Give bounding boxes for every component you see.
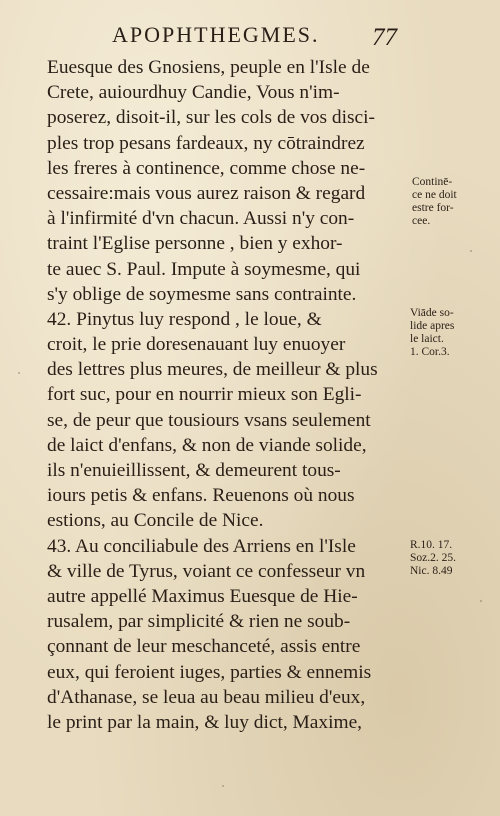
text-line: fort suc, pour en nourrir mieux son Egli-: [47, 384, 362, 406]
page-number: 77: [372, 24, 397, 51]
text-line: le print par la main, & luy dict, Maxime,: [47, 711, 363, 733]
paper-speck: [480, 600, 482, 602]
text-line: estions, au Concile de Nice.: [47, 510, 264, 532]
text-line: d'Athanase, se leua au beau milieu d'eux,: [47, 686, 366, 708]
text-line: te auec S. Paul. Impute à soymesme, qui: [47, 258, 361, 280]
running-head: APOPHTHEGMES.: [112, 22, 320, 47]
body-text: [47, 55, 407, 735]
margin-note-references: [410, 539, 456, 578]
text-line: traint l'Eglise personne , bien y exhor-: [47, 233, 343, 255]
text-line: iours petis & enfans. Reuenons où nous: [47, 485, 355, 507]
margin-note-line: ce ne doit: [412, 189, 457, 201]
margin-note-line: cee.: [412, 215, 431, 227]
text-line: ples trop pesans fardeaux, ny cōtraindrez: [47, 132, 365, 154]
text-line: & ville de Tyrus, voiant ce confesseur vn: [47, 560, 366, 582]
text-line: de laict d'enfans, & non de viande solide,: [47, 434, 367, 456]
text-line: cessaire:mais vous aurez raison & regard: [47, 182, 366, 204]
text-line: poserez, disoit-il, sur les cols de vos disci-: [47, 107, 375, 129]
margin-note-line: lide apres: [410, 320, 455, 332]
margin-note-continence: [412, 176, 457, 228]
text-line: s'y oblige de soymesme sans contrainte.: [47, 283, 357, 305]
margin-note-line: Nic. 8.49: [410, 565, 453, 577]
text-line: çonnant de leur meschanceté, assis entre: [47, 636, 361, 658]
margin-note-line: Viāde so-: [410, 307, 454, 319]
text-line: se, de peur que tousiours vsans seulement: [47, 409, 371, 431]
text-line: eux, qui feroient iuges, parties & ennemis: [47, 661, 372, 683]
text-line: autre appellé Maximus Euesque de Hie-: [47, 585, 358, 607]
text-line: rusalem, par simplicité & rien ne soub-: [47, 611, 351, 633]
text-line: 43. Au conciliabule des Arriens en l'Isle: [47, 535, 356, 557]
text-line: croit, le prie doresenauant luy enuoyer: [47, 334, 346, 356]
paper-speck: [470, 250, 472, 252]
text-line: des lettres plus meures, de meilleur & plus: [47, 359, 378, 381]
paper-speck: [222, 785, 224, 787]
margin-note-line: R.10. 17.: [410, 539, 453, 551]
text-line: les freres à continence, comme chose ne-: [47, 157, 366, 179]
margin-note-line: Soz.2. 25.: [410, 552, 456, 564]
text-line: Euesque des Gnosiens, peuple en l'Isle de: [47, 57, 370, 78]
paper-speck: [18, 372, 20, 374]
text-line: ils n'enuieillissent, & demeurent tous-: [47, 460, 341, 481]
margin-note-viande: [410, 307, 454, 359]
margin-note-line: Continē-: [412, 176, 453, 188]
margin-note-line: estre for-: [412, 202, 454, 214]
text-line: à l'infirmité d'vn chacun. Aussi n'y con-: [47, 208, 355, 230]
margin-note-line: 1. Cor.3.: [410, 346, 450, 358]
text-line: 42. Pinytus luy respond , le loue, &: [47, 308, 322, 330]
margin-note-line: le laict.: [410, 333, 444, 345]
text-line: Crete, auiourdhuy Candie, Vous n'im-: [47, 82, 340, 104]
